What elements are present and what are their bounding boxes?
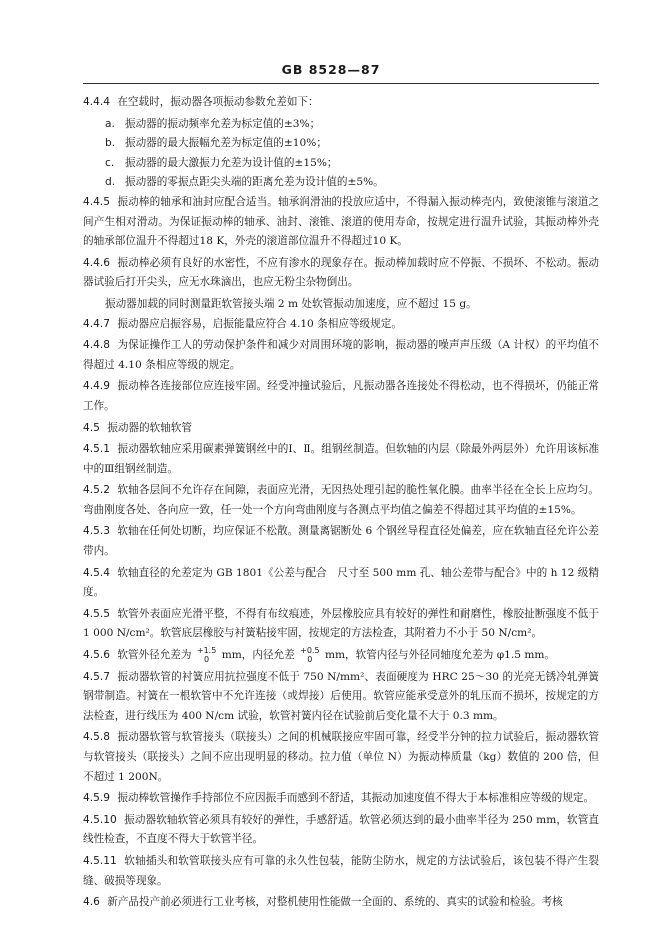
- clause-text: 振动棒的轴承和油封应配合适当。轴承润滑油的投放应适中，不得漏入振动棒壳内，致使滚锥与滚道之间产生相对滑动。为保证振动棒的轴承、油封、滚锥、滚道的使用寿命，按规定进行温升试验，其振动棒外壳的轴承部位温升不得超过18 K，外壳的滚道部位温升不得超过10 K。: [83, 195, 599, 248]
- clause-number: 4.5.11: [83, 854, 117, 867]
- clause-4-5-5: [83, 605, 599, 644]
- clause-4-4-8: [83, 336, 599, 375]
- clause-4-5-4: [83, 564, 599, 603]
- clause-number: 4.5.8: [83, 731, 110, 744]
- clause-text: 振动棒必须有良好的水密性，不应有渗水的现象存在。振动棒加载时应不停振、不损坏、不松动。振动器试验后打开尖头，应无水珠滴出，也应无粉尘杂物倒出。: [83, 256, 599, 289]
- section-4-5-heading: [83, 419, 599, 439]
- clause-number: 4.5.10: [83, 813, 117, 826]
- clause-text: 软轴各层间不允许存在间隙，表面应光滑，无因热处理引起的脆性氧化膜。曲率半径在全长上应均匀。弯曲刚度各处、各向应一致，任一处一个方向弯曲刚度与各测点平均值之偏差不得超过其平均值的±15%。: [83, 484, 599, 516]
- list-text: 振动器的最大激振力允差为设计值的±15%；: [125, 156, 338, 169]
- list-label: c.: [105, 156, 115, 169]
- clause-number: 4.4.7: [83, 317, 110, 330]
- clause-number: 4.6: [83, 896, 100, 909]
- clause-4-4-9: [83, 377, 599, 416]
- document-body: [83, 93, 599, 915]
- clause-4-5-11: [83, 852, 599, 891]
- tolerance-lower: 0: [204, 655, 210, 665]
- clause-number: 4.5.3: [83, 525, 110, 538]
- list-text: 振动器的零振点距尖头端的距离允差为设计值的±5%。: [125, 176, 384, 189]
- list-text: 振动器的最大振幅允差为标定值的±10%；: [125, 137, 327, 150]
- tolerance-upper: +0.5: [300, 646, 320, 656]
- clause-text: 振动器应启振容易，启振能量应符合 4.10 条相应等级规定。: [117, 317, 402, 330]
- clause-4-5-8: [83, 728, 599, 787]
- clause-4-4-6-continued: 振动器加载的同时测量距软管接头端 2 m 处软管振动加速度，应不超过 15 g。: [105, 297, 477, 310]
- clause-4-4-7: [83, 315, 599, 335]
- clause-number: 4.4.4: [83, 96, 110, 108]
- clause-text: 在空载时，振动器各项振动参数允差如下：: [117, 96, 319, 108]
- clause-number: 4.5.4: [83, 566, 110, 579]
- clause-4-5-6: [83, 646, 599, 666]
- clause-text: 振动器软管的衬簧应用抗拉强度不低于 750 N/mm²、表面硬度为 HRC 25～30 的光亮无锈冷轧弹簧钢带制造。衬簧在一根软管中不允许连接（或焊接）后使用。软管应能承受意外的轧压而不损坏，按规定的方法检查，进行线压为 400 N/cm 试验，软管衬簧内径在试验前后变化量不大于 0.3 mm。: [83, 670, 599, 722]
- list-label: d.: [105, 176, 116, 189]
- clause-4-5-1: [83, 440, 599, 479]
- clause-text: 软轴在任何处切断，均应保证不松散。测量离锯断处 6 个钢丝导程直径处偏差，应在软轴直径允许公差带内。: [83, 525, 599, 558]
- section-number: 4.5: [83, 421, 100, 434]
- clause-number: 4.5.7: [83, 670, 110, 683]
- clause-text: 为保证操作工人的劳动保护条件和减少对周围环境的影响，振动器的噪声声压级（A 计权）的平均值不得超过 4.10 条相应等级的规定。: [83, 339, 599, 371]
- clause-text-post: mm，软管内径与外径同轴度允差为 φ1.5 mm。: [324, 649, 556, 662]
- list-text: 振动器的振动频率允差为标定值的±3%；: [125, 117, 321, 130]
- clause-number: 4.5.9: [83, 792, 110, 805]
- outer-diameter-tolerance: [197, 646, 216, 664]
- tolerance-upper: +1.5: [196, 646, 217, 656]
- clause-number: 4.4.5: [83, 195, 110, 208]
- header-rule: [83, 83, 599, 84]
- clause-text: 软管外表面应光滑平整，不得有布纹痕迹，外层橡胶应具有较好的弹性和耐磨性，橡胶扯断强度不低于 1 000 N/cm²。软管底层橡胶与衬簧粘接牢固，按规定的方法检查，其附着力不小于 50 N/cm²。: [83, 607, 599, 640]
- clause-4-5-7: [83, 668, 599, 727]
- list-label: b.: [105, 137, 116, 150]
- list-item: [83, 154, 599, 174]
- clause-4-4-5: [83, 193, 599, 252]
- clause-text: 振动棒软管操作手持部位不应因振手而感到不舒适，其振动加速度值不得大于本标准相应等级的规定。: [117, 792, 595, 805]
- clause-text-pre: 软管外径允差为: [117, 649, 192, 662]
- clause-text: 振动器软轴软管必须具有较好的弹性，手感舒适。软管必须达到的最小曲率半径为 250 mm，软管直线性检查，不直度不得大于软管半径。: [83, 813, 599, 846]
- clause-number: 4.4.6: [83, 256, 110, 269]
- clause-number: 4.5.6: [83, 649, 110, 662]
- list-item: [83, 173, 599, 193]
- section-title: 振动器的软轴软管: [107, 421, 192, 434]
- clause-text: 软轴直径的允差定为 GB 1801《公差与配合 尺寸至 500 mm 孔、轴公差带与配合》中的 h 12 级精度。: [83, 566, 599, 599]
- clause-number: 4.4.8: [83, 339, 110, 352]
- tolerance-lower: 0: [307, 655, 313, 665]
- clause-4-6: [83, 893, 599, 913]
- clause-number: 4.5.1: [83, 443, 110, 456]
- clause-4-5-2: [83, 481, 599, 520]
- clause-text: 振动器软轴应采用碳素弹簧钢丝中的Ⅰ、Ⅱ。组钢丝制造。但软轴的内层（除最外两层外）允许用该标准中的Ⅲ组钢丝制造。: [83, 443, 599, 475]
- clause-text: 振动棒各连接部位应连接牢固。经受冲撞试验后，凡振动器各连接处不得松动，也不得损坏，仍能正常工作。: [83, 380, 599, 412]
- clause-text: 软轴插头和软管联接头应有可靠的永久性包装，能防尘防水，规定的方法试验后，该包装不得产生裂缝、破损等现象。: [83, 854, 599, 887]
- clause-4-5-3: [83, 522, 599, 561]
- inner-diameter-tolerance: [300, 646, 319, 664]
- list-item: [83, 115, 599, 135]
- clause-text: 新产品投产前必须进行工业考核，对整机使用性能做一全面的、系统的、真实的试验和检验。考核: [107, 896, 563, 909]
- page-header: GB 8528—87: [281, 62, 381, 77]
- clause-4-5-10: [83, 811, 599, 850]
- clause-4-4-6: [83, 254, 599, 293]
- clause-number: 4.4.9: [83, 380, 110, 393]
- clause-4-4-4: [83, 93, 599, 113]
- clause-number: 4.5.2: [83, 484, 110, 497]
- list-item: [83, 134, 599, 154]
- list-label: a.: [105, 117, 115, 130]
- clause-number: 4.5.5: [83, 607, 110, 620]
- clause-4-5-9: [83, 789, 599, 809]
- clause-text-mid: mm，内径允差: [221, 649, 295, 662]
- clause-text: 振动器软管与软管接头（联接头）之间的机械联接应牢固可靠，经受半分钟的拉力试验后，振动器软管与软管接头（联接头）之间不应出现明显的移动。拉力值（单位 N）为振动棒质量（kg）数值的 200 倍，但不超过 1 200N。: [83, 731, 599, 783]
